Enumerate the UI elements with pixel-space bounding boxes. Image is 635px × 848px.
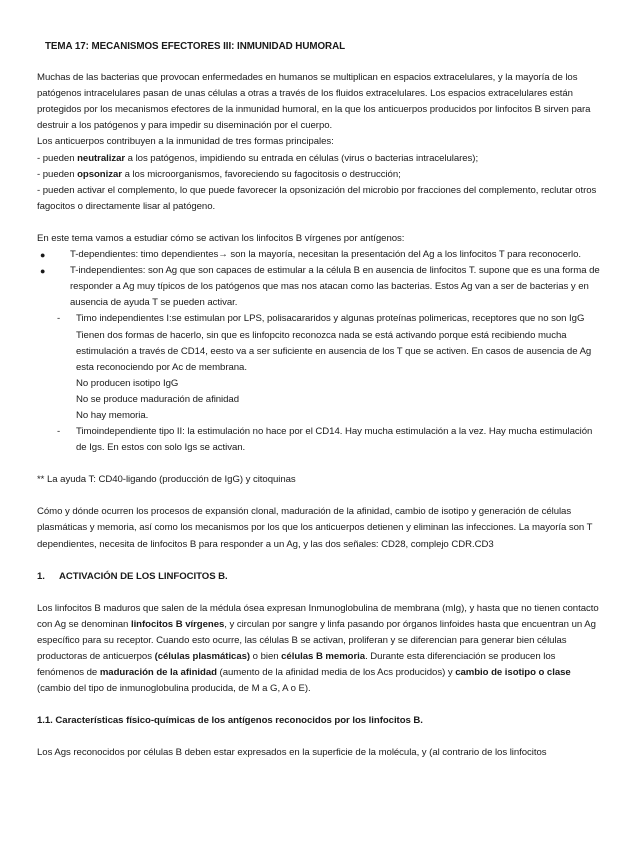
bold-term: maduración de la afinidad — [99, 667, 217, 679]
bullet-t-dependientes — [37, 247, 603, 263]
bold-term: células B memoria — [281, 651, 366, 662]
page-title: TEMA 17: MECANISMOS EFECTORES III: INMUNIDAD HUMORAL — [45, 41, 346, 52]
subitem-detail: No se produce maduración de afinidad — [76, 393, 239, 405]
bold-term: linfocitos B vírgenes — [130, 618, 225, 630]
text-run: a los patógenos, impidiendo su entrada en células (virus o bacterias intracelulares); — [125, 152, 479, 164]
bold-term: (células plasmáticas) — [154, 651, 251, 662]
paragraph-activacion — [37, 601, 603, 698]
subitem-timo-independientes-1 — [37, 311, 603, 327]
text-run: a los microorganismos, favoreciendo su fagocitosis o destrucción; — [121, 168, 401, 180]
text-run: - pueden — [37, 168, 78, 180]
subitem-detail: No hay memoria. — [76, 409, 149, 421]
text-run: T-independientes: son Ag que son capaces de estimular a la célula B en ausencia de linfocitos T. supone que es una forma de responder a Ag muy típicos de los patógenos que mas nos atacan como las bacterias. Estos Ag van a ser de bacterias y en ausencia de ayuda T se pueden activar. — [70, 265, 600, 309]
paragraph-como-donde: Cómo y dónde ocurren los procesos de expansión clonal, maduración de la afinidad, cambio de isotipo y generación de células plasmáticas y memoria, así como los mecanismos por los que los anticuerpos detienen y eliminan las infecciones. La mayoría son T dependientes, necesita de linfocitos B para responder a un Ag, y las dos señales: CD28, complejo CDR.CD3 — [37, 506, 593, 550]
text-run: o bien — [250, 651, 282, 662]
bold-term-neutralizar: neutralizar — [77, 152, 126, 164]
intro-paragraph: Muchas de las bacterias que provocan enfermedades en humanos se multiplican en espacios extracelulares, y la mayoría de los patógenos intracelulares pasan de unas células a otras a través de los fluidos extracelulares. Los espacios extracelulares están protegidos por los mecanismos efectores de la inmunidad humoral, en la que los anticuerpos producidos por linfocitos B sirven para destruir a los patógenos y para impedir su diseminación por el cuerpo. — [37, 72, 591, 132]
dash-marker: - — [57, 426, 61, 438]
intro-forms-lead: Los anticuerpos contribuyen a la inmunidad de tres formas principales: — [37, 136, 334, 148]
text-run: T-dependientes: timo dependientes — [70, 249, 219, 261]
subitem-timo-independientes-2 — [37, 424, 603, 456]
note-ayuda-t: ** La ayuda T: CD40-ligando (producción de IgG) y citoquinas — [37, 474, 296, 486]
tema-lead: En este tema vamos a estudiar cómo se activan los linfocitos B vírgenes por antígenos: — [37, 232, 405, 244]
intro-form-complement: - pueden activar el complemento, lo que puede favorecer la opsonización del microbio por fracciones del complemento, reclutar otros fagocitos o directamente lisar al patógeno. — [37, 184, 597, 212]
bullet-t-independientes — [37, 263, 603, 311]
intro-form-neutralize — [37, 151, 603, 167]
bullet-icon: ● — [40, 266, 46, 277]
text-run: Timoindependiente tipo II: la estimulación no hace por el CD14. Hay mucha estimulación a la vez. Hay mucha estimulación de Igs. En estos con solo Igs se activan. — [76, 426, 593, 454]
text-run: (aumento de la afinidad media de los Acs producidos) y — [216, 667, 456, 679]
text-run: , y circulan por sangre y linfa pasando por órganos linfoides hasta que encuentran un Ag específico para su receptor. Cuando esto ocurre, las células B se activan, proliferan y se diferencian para generar bien células productoras de anticuerpos — [37, 618, 596, 662]
section-title: ACTIVACIÓN DE LOS LINFOCITOS B. — [59, 570, 228, 582]
text-run: Los linfocitos B maduros que salen de la médula ósea expresan Inmunoglobulina de membrana (mIg), y hasta que no tienen contacto con Ag se denominan — [37, 602, 599, 630]
section-heading-1-1: 1.1. Características físico-químicas de los antígenos reconocidos por los linfocitos B. — [37, 715, 423, 727]
section-number: 1. — [37, 570, 45, 582]
text-run: Timo independientes I:se estimulan por LPS, polisacararidos y algunas proteínas polimericas, receptores que no son IgG — [76, 313, 585, 325]
paragraph-ags-reconocidos: Los Ags reconocidos por células B deben estar expresados en la superficie de la molécula, y (al contrario de los linfocitos — [37, 747, 547, 759]
text-run: - pueden — [37, 152, 78, 164]
section-heading-1 — [37, 569, 603, 585]
subitem-detail: Tienen dos formas de hacerlo, sin que es linfopcito reconozca nada se está activando porque está recibiendo mucha estimulación a través de CD14, eesto va a ser suficiente en ausencia de los T que se activen. En casos de ausencia de Ag esta reconociendo por Ac de membrana. — [76, 329, 592, 373]
text-run: . Durante esta diferenciación se producen los fenómenos de — [37, 651, 556, 679]
text-run: (cambio del tipo de inmunoglobulina producida, de M a G, A o E). — [37, 683, 311, 695]
subitem-detail: No producen isotipo IgG — [76, 377, 179, 389]
text-run: son la mayoría, necesitan la presentación del Ag a los linfocitos T para reconocerlo. — [227, 249, 581, 261]
intro-form-opsonize — [37, 167, 603, 183]
arrow-right-icon: → — [218, 249, 228, 261]
bold-term-opsonizar: opsonizar — [77, 168, 122, 180]
bullet-icon: ● — [40, 250, 46, 261]
document-body — [37, 39, 603, 761]
dash-marker: - — [57, 313, 61, 325]
bold-term: cambio de isotipo o clase — [455, 667, 571, 679]
